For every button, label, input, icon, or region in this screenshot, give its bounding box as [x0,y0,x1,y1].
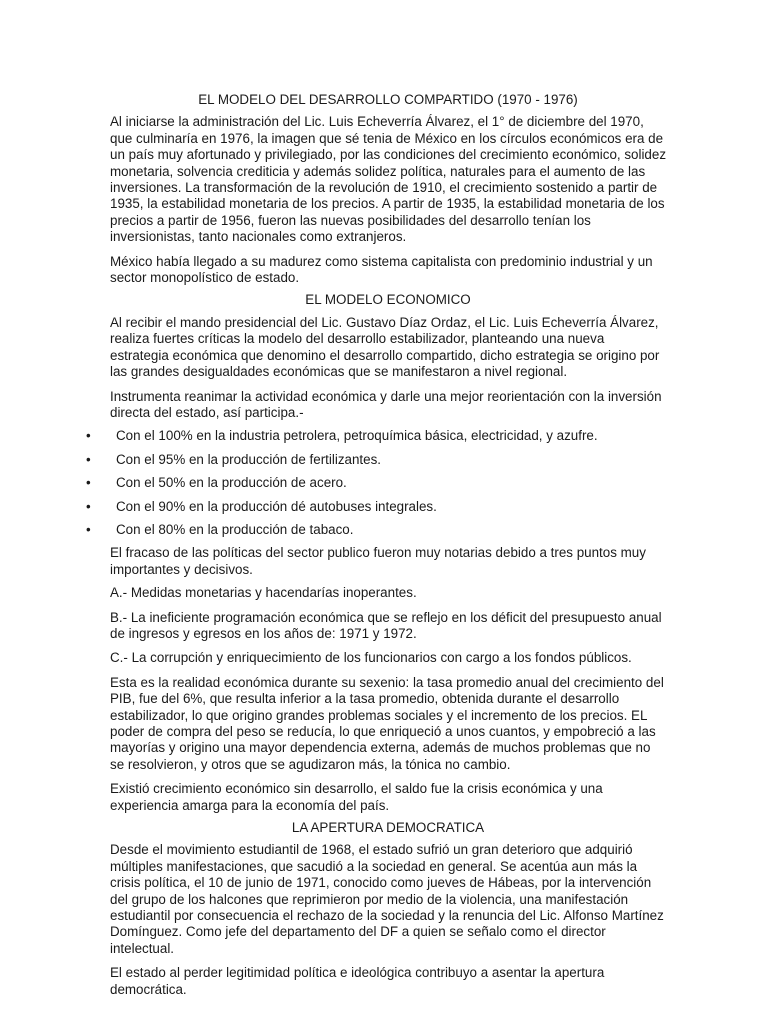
list-item-text: Con el 90% en la producción dé autobuses integrales. [116,498,437,514]
list-item [86,521,666,538]
list-item-text: Con el 100% en la industria petrolera, petroquímica básica, electricidad, y azufre. [116,428,598,444]
paragraph-fracaso: El fracaso de las políticas del sector publico fueron muy notarias debido a tres puntos muy importantes y decisivos. [110,545,646,577]
list-item [86,451,666,468]
paragraph-point-c: C.- La corrupción y enriquecimiento de los funcionarios con cargo a los fondos públicos. [110,650,632,666]
paragraph-point-b: B.- La ineficiente programación económica que se reflejo en los déficit del presupuesto anual de ingresos y egresos en los años de: 1971 y 1972. [110,609,662,641]
paragraph-realidad-economica: Esta es la realidad económica durante su sexenio: la tasa promedio anual del crecimiento del PIB, fue del 6%, que resulta inferior a la tasa promedio, obtenida durante el desarrollo estabilizador, lo que origino grandes problemas sociales y el incremento de los precios. EL poder de compra del peso se reducía, lo que enriqueció a unos cuantos, y empobreció a las mayorías y origino una mayor dependencia externa, además de muchos problemas que no se resolvieron, y otros que se agudizaron más, la tónica no cambio. [110,674,664,772]
bullet-icon: • [86,475,91,491]
paragraph-legitimidad: El estado al perder legitimidad política e ideológica contribuyo a asentar la apertura democrática. [110,965,605,997]
paragraph-point-a: A.- Medidas monetarias y hacendarías inoperantes. [110,585,417,601]
list-item [86,498,666,515]
paragraph-instrumenta: Instrumenta reanimar la actividad económica y darle una mejor reorientación con la inversión directa del estado, así participa.- [110,388,662,420]
paragraph-intro: Al iniciarse la administración del Lic. Luis Echeverría Álvarez, el 1° de diciembre del 1970, que culminaría en 1976, la imagen que sé tenia de México en los círculos económicos era de un país muy afortunado y privilegiado, por las condiciones del crecimiento económico, solidez monetaria, solvencia crediticia y además solidez política, naturales para el aumento de las inversiones. La transformación de la revolución de 1910, el crecimiento sostenido a partir de 1935, la estabilidad monetaria de los precios. A partir de 1935, la estabilidad monetaria de los precios a partir de 1956, fueron las nuevas posibilidades del desarrollo tenían los inversionistas, tanto nacionales como extranjeros. [110,114,667,245]
document-title: EL MODELO DEL DESARROLLO COMPARTIDO (1970 - 1976) [198,92,578,107]
list-item [86,475,666,491]
list-item [86,428,666,444]
bullet-icon: • [86,428,91,444]
bullet-icon: • [86,521,91,537]
paragraph-movimiento-estudiantil: Desde el movimiento estudiantil de 1968, el estado sufrió un gran deterioro que adquirió múltiples manifestaciones, que sacudió a la sociedad en general. Se acentúa aun más la crisis política, el 10 de junio de 1971, conocido como jueves de Hábeas, por la intervención del grupo de los halcones que reprimieron por medio de la violencia, una manifestación estudiantil por consecuencia el rechazo de la sociedad y la renuncia del Lic. Alfonso Martínez Domínguez. Como jefe del departamento del DF a quien se señalo como el director intelectual. [110,842,664,956]
paragraph-mando-presidencial: Al recibir el mando presidencial del Lic. Gustavo Díaz Ordaz, el Lic. Luis Echeverría Álvarez, realiza fuertes críticas la modelo del desarrollo estabilizador, planteando una nueva estrategia económica que denomino el desarrollo compartido, dicho estrategia se origino por las grandes desigualdades económicas que se manifestaron a nivel regional. [110,314,660,380]
bullet-icon: • [86,451,91,467]
bullet-icon: • [86,498,91,514]
list-item-text: Con el 50% en la producción de acero. [116,475,347,491]
list-item-text: Con el 80% en la producción de tabaco. [116,521,354,537]
section-heading-modelo-economico: EL MODELO ECONOMICO [305,292,471,308]
section-heading-apertura: LA APERTURA DEMOCRATICA [291,820,485,836]
list-item-text: Con el 95% en la producción de fertilizantes. [116,451,381,467]
paragraph-crecimiento: Existió crecimiento económico sin desarrollo, el saldo fue la crisis económica y una experiencia amarga para la economía del país. [110,781,603,813]
document-page [86,92,667,998]
paragraph-madurez: México había llegado a su madurez como sistema capitalista con predominio industrial y un sector monopolístico de estado. [110,253,653,286]
participation-list [86,428,666,538]
